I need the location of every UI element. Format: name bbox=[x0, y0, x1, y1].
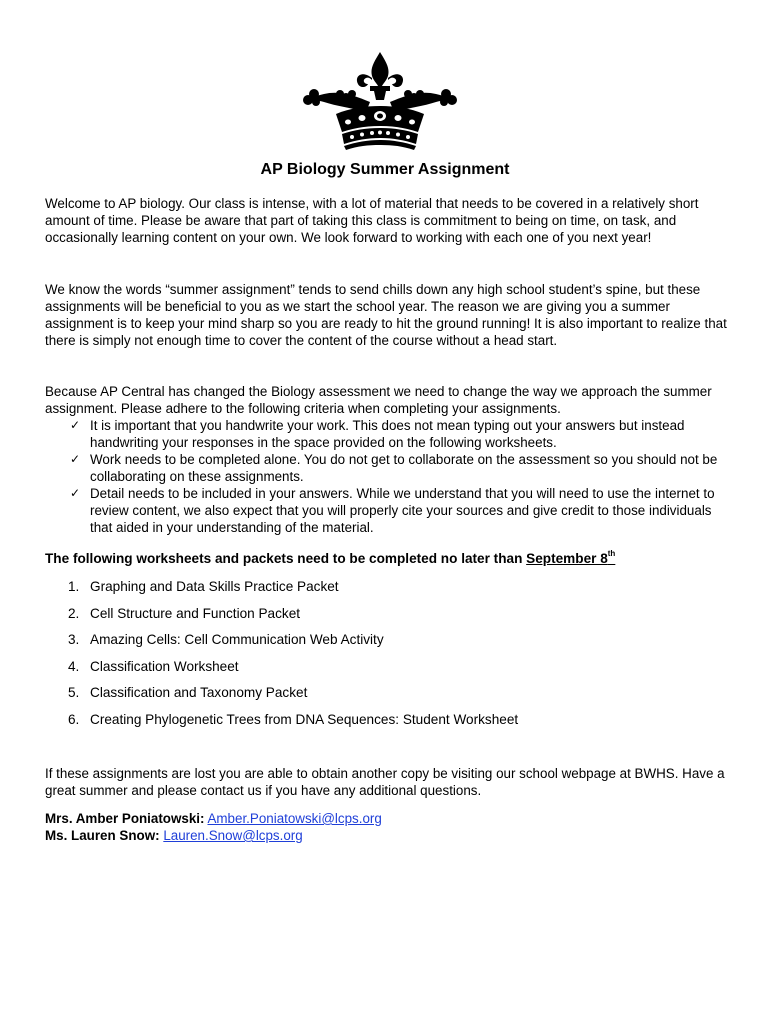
checkmark-icon: ✓ bbox=[70, 452, 81, 466]
criteria-item-text: Detail needs to be included in your answers. While we understand that you will need to use the internet to review content, we also expect that you will properly cite your sources and give credit to those individuals that aided in your understanding of the material. bbox=[90, 486, 715, 535]
contact-email-link[interactable]: Amber.Poniatowski@lcps.org bbox=[207, 811, 382, 826]
worksheet-label: Graphing and Data Skills Practice Packet bbox=[90, 579, 339, 594]
worksheet-number: 3. bbox=[68, 632, 80, 648]
welcome-paragraph bbox=[45, 195, 735, 246]
crown-fleur-de-lis-icon bbox=[300, 50, 460, 160]
contact-email-link[interactable]: Lauren.Snow@lcps.org bbox=[163, 828, 303, 843]
worksheet-item bbox=[45, 631, 735, 658]
criteria-section bbox=[45, 383, 735, 536]
summer-text: We know the words “summer assignment” tends to send chills down any high school student’s spine, but these assignments will be beneficial to you as we start the school year. The reason we are giving you a summer assignment is to keep your mind sharp so you are ready to hit the ground running! It is also important to realize that there is simply not enough time to cover the content of the course without a head start. bbox=[45, 282, 727, 348]
deadline-lead: The following worksheets and packets need to be completed no later than bbox=[45, 551, 527, 566]
contact-line bbox=[45, 827, 735, 844]
criteria-item bbox=[70, 485, 735, 536]
criteria-item-text: It is important that you handwrite your work. This does not mean typing out your answers but instead handwriting your responses in the space provided on the following worksheets. bbox=[90, 418, 685, 450]
worksheet-item bbox=[45, 578, 735, 605]
criteria-item bbox=[70, 451, 735, 485]
checkmark-icon: ✓ bbox=[70, 418, 81, 432]
document-title: AP Biology Summer Assignment bbox=[260, 161, 510, 178]
worksheet-label: Classification Worksheet bbox=[90, 658, 239, 674]
worksheet-label: Amazing Cells: Cell Communication Web Activity bbox=[90, 632, 384, 648]
closing-paragraph: If these assignments are lost you are able to obtain another copy be visiting our school webpage at BWHS. Have a great summer and please contact us if you have any additional questions. bbox=[45, 766, 725, 798]
summer-paragraph bbox=[45, 281, 735, 349]
worksheet-number: 4. bbox=[68, 658, 80, 674]
worksheet-label: Creating Phylogenetic Trees from DNA Sequences: Student Worksheet bbox=[90, 711, 519, 727]
deadline-date-text: September 8 bbox=[526, 551, 608, 566]
deadline-date-suffix: th bbox=[607, 549, 616, 558]
contact-name: Mrs. Amber Poniatowski: bbox=[45, 811, 205, 826]
deadline-heading bbox=[45, 550, 745, 568]
deadline-date bbox=[526, 551, 615, 566]
worksheet-item bbox=[45, 605, 735, 632]
criteria-intro: Because AP Central has changed the Biology assessment we need to change the way we approach the summer assignment. Please adhere to the following criteria when completing your assignments. bbox=[45, 384, 712, 416]
worksheet-number: 5. bbox=[68, 685, 80, 701]
contact-name: Ms. Lauren Snow: bbox=[45, 828, 160, 843]
welcome-text: Welcome to AP biology. Our class is intense, with a lot of material that needs to be covered in a relatively short amount of time. Please be aware that part of taking this class is commitment to being on time, on task, and occasionally learning content on your own. We look forward to working with each one of you next year! bbox=[45, 196, 699, 245]
contact-line bbox=[45, 810, 735, 827]
worksheet-label: Cell Structure and Function Packet bbox=[90, 605, 301, 621]
criteria-list bbox=[45, 417, 735, 536]
worksheet-item bbox=[45, 684, 735, 711]
worksheet-item bbox=[45, 658, 735, 685]
criteria-item bbox=[70, 417, 735, 451]
worksheet-number: 1. bbox=[68, 579, 80, 594]
criteria-item-text: Work needs to be completed alone. You do not get to collaborate on the assessment so you should not be collaborating on these assignments. bbox=[90, 452, 718, 484]
contacts-block bbox=[45, 810, 735, 844]
checkmark-icon: ✓ bbox=[70, 486, 81, 500]
worksheet-list bbox=[45, 578, 735, 738]
worksheet-number: 6. bbox=[68, 711, 80, 727]
worksheet-number: 2. bbox=[68, 605, 80, 621]
worksheet-label: Classification and Taxonomy Packet bbox=[90, 685, 308, 701]
worksheet-item bbox=[45, 711, 735, 738]
